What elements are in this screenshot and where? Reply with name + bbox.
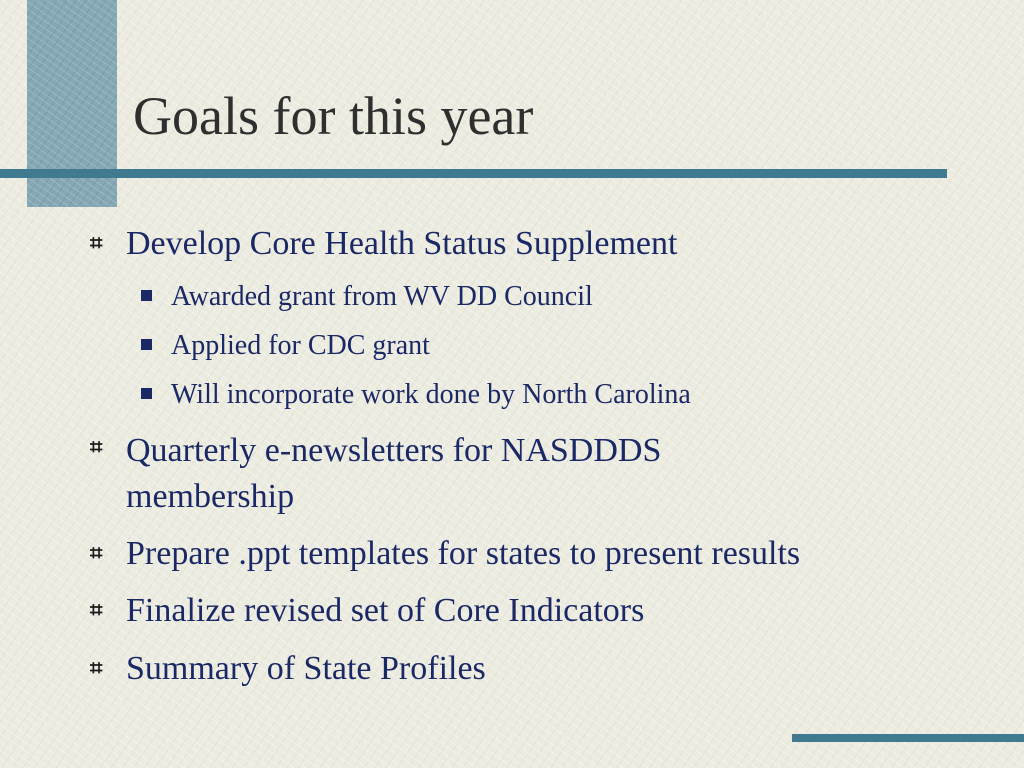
sub-bullet-text: Applied for CDC grant [171, 330, 430, 361]
square-bullet-icon [141, 288, 171, 306]
bullet-item [90, 591, 970, 631]
sub-bullet-text: Awarded grant from WV DD Council [171, 281, 593, 312]
bullet-text: Finalize revised set of Core Indicators [126, 592, 645, 629]
bullet-item [90, 534, 970, 574]
hash-bullet-icon: ⌗ [90, 656, 103, 681]
sub-bullet-item [141, 329, 430, 363]
hash-bullet-icon: ⌗ [90, 541, 103, 566]
hash-bullet-icon: ⌗ [90, 598, 103, 623]
bullet-item [90, 224, 970, 264]
bullet-text: Summary of State Profiles [126, 650, 486, 687]
bullet-text: Quarterly e-newsletters for NASDDDS membership [126, 432, 662, 515]
hash-bullet-icon: ⌗ [90, 231, 103, 256]
sub-bullet-item [141, 280, 593, 314]
bullet-item [90, 428, 810, 520]
sub-bullet-text: Will incorporate work done by North Carolina [171, 379, 691, 410]
bullet-text: Develop Core Health Status Supplement [126, 225, 678, 262]
sub-bullet-item [141, 378, 691, 412]
bullet-text: Prepare .ppt templates for states to present results [126, 535, 801, 572]
bullet-item [90, 649, 970, 689]
slide-title: Goals for this year [133, 86, 534, 146]
square-bullet-icon [141, 386, 171, 404]
hash-bullet-icon: ⌗ [90, 435, 103, 460]
square-bullet-icon [141, 337, 171, 355]
